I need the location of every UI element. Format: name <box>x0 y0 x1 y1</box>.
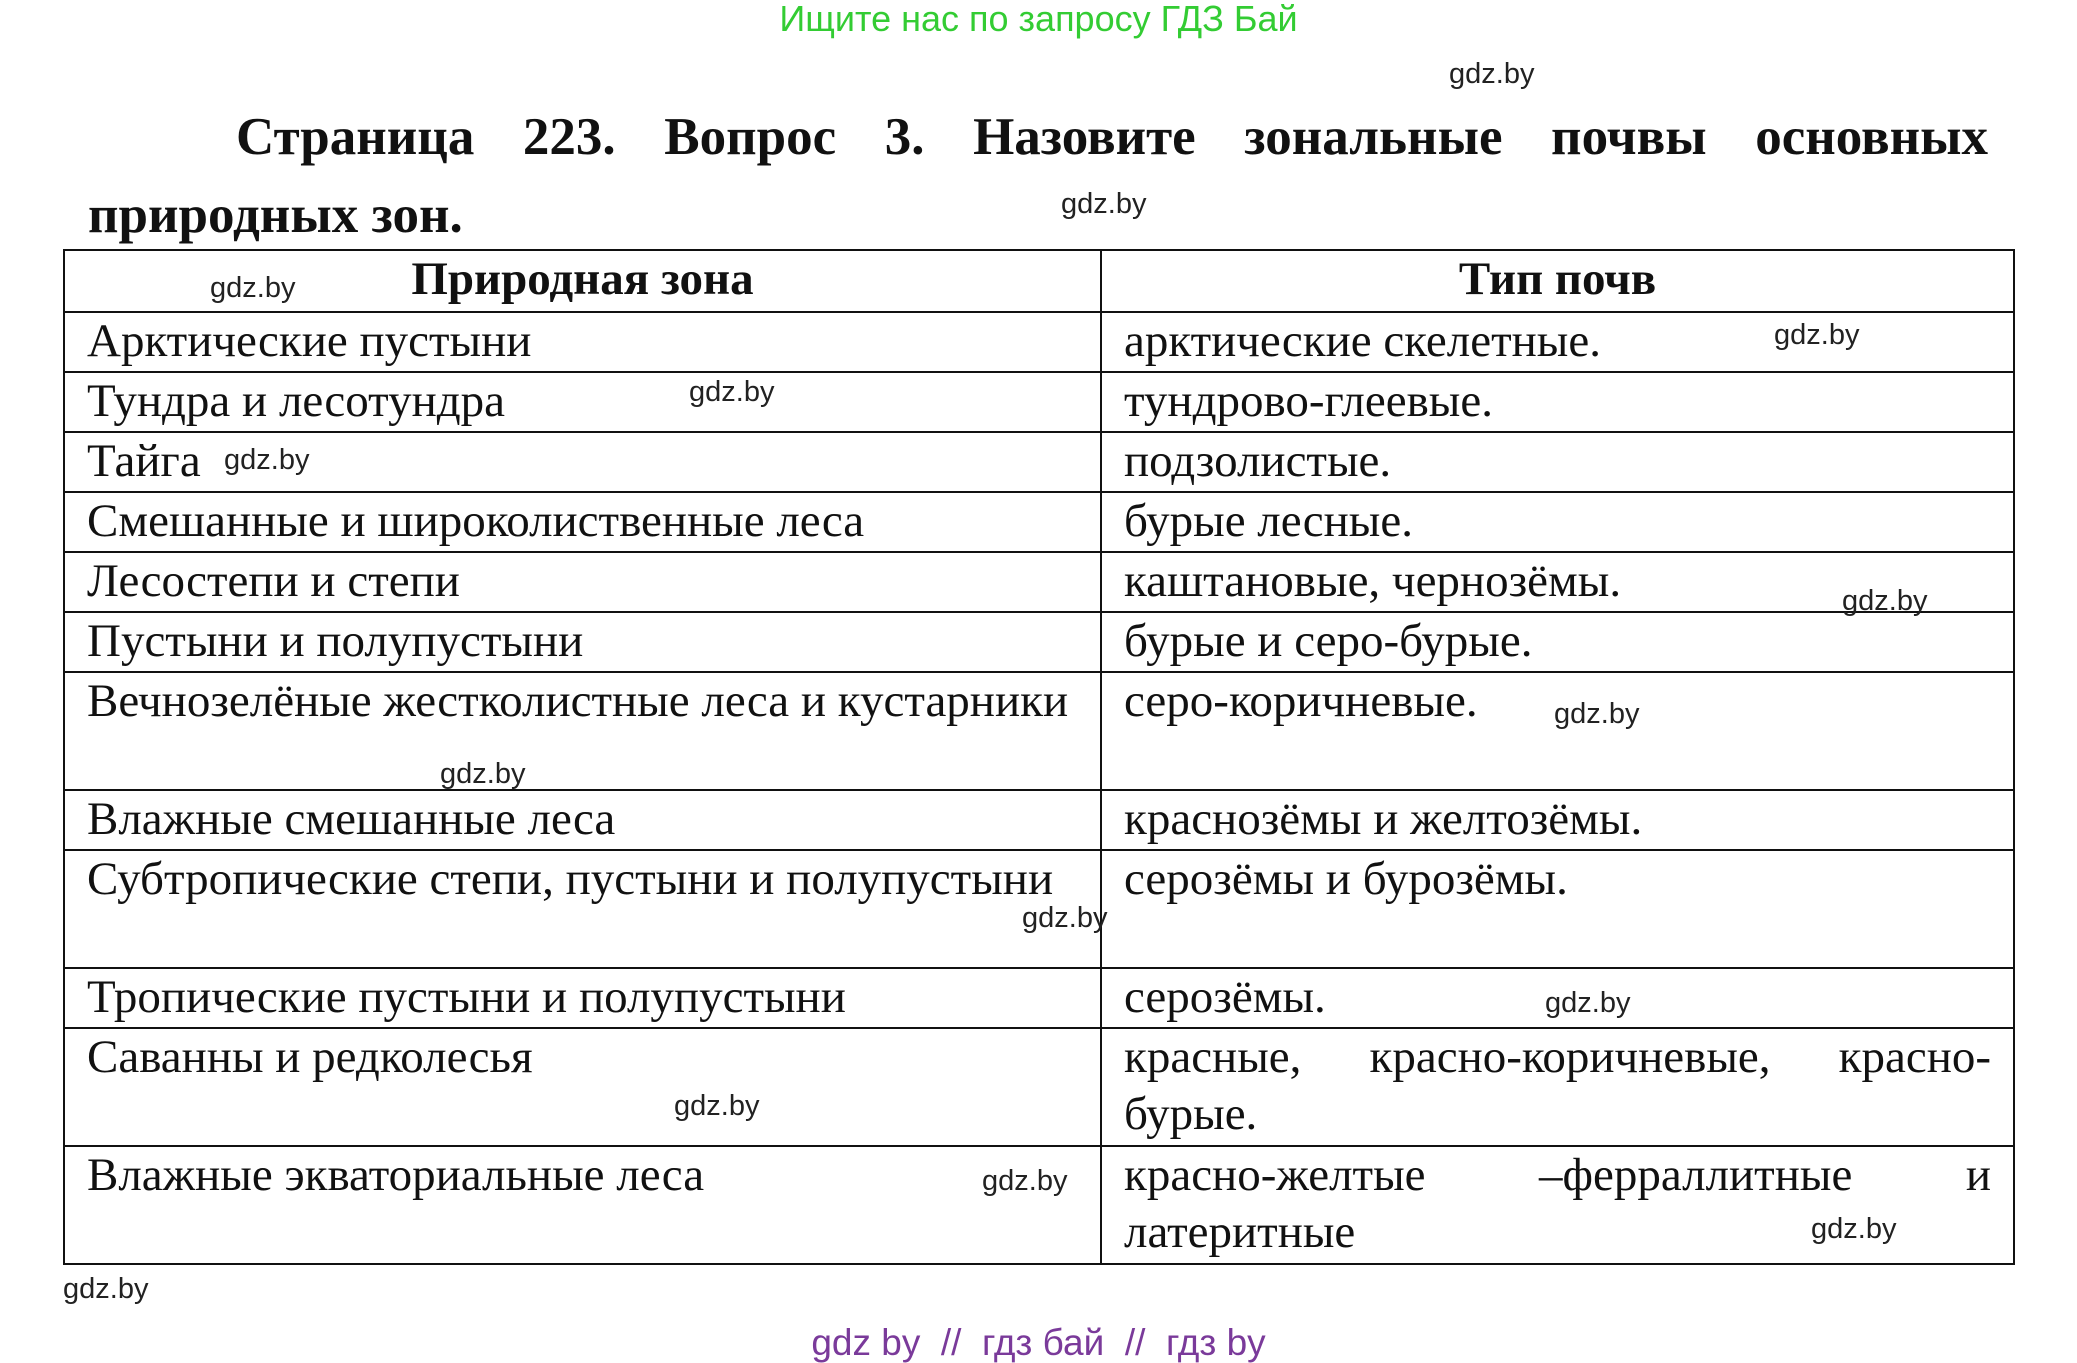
watermark: gdz.by <box>210 272 296 304</box>
table-row <box>64 552 2014 612</box>
question-heading: Страница 223. Вопрос 3. Назовите зональные почвы основных природных зон. <box>88 108 1988 244</box>
soil-cell: каштановые, чернозёмы. <box>1101 552 2014 612</box>
soil-cell: подзолистые. <box>1101 432 2014 492</box>
table-row <box>64 672 2014 790</box>
watermark: gdz.by <box>1811 1213 1897 1245</box>
soil-cell: серозёмы и бурозёмы. <box>1101 850 2014 968</box>
soil-cell: тундрово-глеевые. <box>1101 372 2014 432</box>
table-row <box>64 968 2014 1028</box>
soil-cell: серозёмы. <box>1101 968 2014 1028</box>
soil-cell: красные, красно-коричневые, красно-бурые. <box>1101 1028 2014 1146</box>
soil-cell: серо-коричневые. <box>1101 672 2014 790</box>
table-row <box>64 1028 2014 1146</box>
watermark: gdz.by <box>440 758 526 790</box>
zone-cell: Смешанные и широколиственные леса <box>64 492 1101 552</box>
watermark: gdz.by <box>1842 585 1928 617</box>
watermark: gdz.by <box>674 1090 760 1122</box>
watermark: gdz.by <box>1774 319 1860 351</box>
soil-table <box>63 249 2015 1265</box>
zone-cell: Влажные экваториальные леса <box>64 1146 1101 1264</box>
column-header-soil: Тип почв <box>1101 250 2014 312</box>
table-header-row <box>64 250 2014 312</box>
column-header-zone: Природная зона <box>64 250 1101 312</box>
watermark: gdz.by <box>1449 58 1535 90</box>
zone-cell: Тропические пустыни и полупустыни <box>64 968 1101 1028</box>
watermark: gdz.by <box>982 1165 1068 1197</box>
table-row <box>64 432 2014 492</box>
soil-cell: бурые и серо-бурые. <box>1101 612 2014 672</box>
zone-cell: Субтропические степи, пустыни и полупустыни <box>64 850 1101 968</box>
watermark: gdz.by <box>224 444 310 476</box>
soil-cell: арктические скелетные. <box>1101 312 2014 372</box>
table-row <box>64 1146 2014 1264</box>
watermark: gdz.by <box>1061 188 1147 220</box>
search-banner: Ищите нас по запросу ГДЗ Бай <box>779 0 1298 39</box>
watermark: gdz.by <box>689 376 775 408</box>
zone-cell: Арктические пустыни <box>64 312 1101 372</box>
soil-cell: краснозёмы и желтозёмы. <box>1101 790 2014 850</box>
soil-cell: красно-желтые –ферраллитные и латеритные <box>1101 1146 2014 1264</box>
zone-cell: Тундра и лесотундра <box>64 372 1101 432</box>
zone-cell: Тайга <box>64 432 1101 492</box>
soil-cell: бурые лесные. <box>1101 492 2014 552</box>
table-row <box>64 372 2014 432</box>
zone-cell: Пустыни и полупустыни <box>64 612 1101 672</box>
table-row <box>64 612 2014 672</box>
footer-watermark: gdz by // гдз бай // гдз by <box>811 1322 1266 1363</box>
table-row <box>64 492 2014 552</box>
zone-cell: Саванны и редколесья <box>64 1028 1101 1146</box>
watermark: gdz.by <box>1022 902 1108 934</box>
watermark: gdz.by <box>63 1273 149 1305</box>
zone-cell: Влажные смешанные леса <box>64 790 1101 850</box>
watermark: gdz.by <box>1545 987 1631 1019</box>
zone-cell: Вечнозелёные жестколистные леса и кустарники <box>64 672 1101 790</box>
table-row <box>64 312 2014 372</box>
zone-cell: Лесостепи и степи <box>64 552 1101 612</box>
watermark: gdz.by <box>1554 698 1640 730</box>
table-row <box>64 790 2014 850</box>
